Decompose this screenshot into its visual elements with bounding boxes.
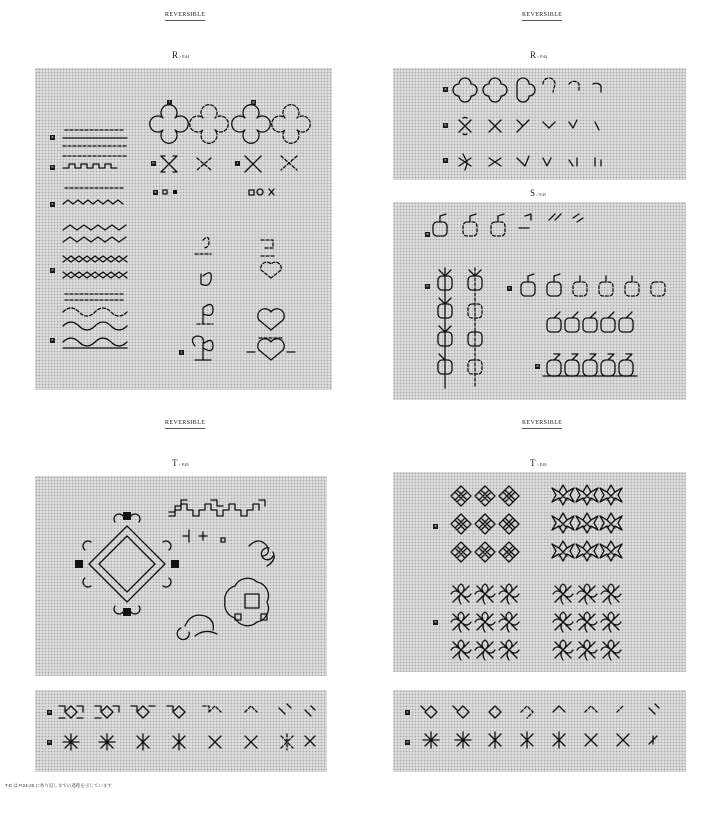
- label-d: d: [406, 740, 409, 744]
- label-d: d: [51, 268, 54, 272]
- label-a: a: [48, 710, 51, 714]
- header-text: REVERSIBLE: [165, 420, 206, 426]
- header-text: REVERSIBLE: [522, 420, 563, 426]
- label-c: c: [51, 202, 54, 206]
- label-e: e: [51, 338, 54, 342]
- header-text: REVERSIBLE: [165, 12, 206, 18]
- stitch-panel-t-diamond: [35, 476, 327, 676]
- label-a: a: [434, 524, 437, 528]
- label-c: c: [508, 286, 511, 290]
- sprig-progression: [393, 690, 686, 772]
- stitch-panel-t-grid: [393, 472, 686, 672]
- label-c: c: [406, 710, 409, 714]
- star-flower-progression: [35, 690, 327, 772]
- heart-motifs: [35, 68, 332, 390]
- section-title-s: S> P.45: [530, 188, 547, 198]
- label-a: a: [426, 232, 429, 236]
- label-g: g: [252, 100, 255, 104]
- flower-progression-rows: [393, 68, 686, 180]
- section-title-t-right: T> P.49: [530, 458, 547, 468]
- footnote: T-E は P.24-25 に糸り返しまでの過程を示しています: [5, 783, 112, 788]
- header-text: REVERSIBLE: [522, 12, 563, 18]
- floral-corner-motif: [35, 476, 327, 676]
- stitch-panel-r: [35, 68, 332, 390]
- label-b: b: [48, 740, 51, 744]
- label-h: h: [152, 161, 155, 165]
- header-reversible-top-left: [165, 12, 205, 21]
- header-reversible-top-right: [522, 12, 562, 21]
- apple-motifs: [393, 202, 686, 400]
- section-title-r: R> P.44: [172, 50, 190, 60]
- stitch-panel-r-progression: [393, 68, 686, 180]
- flower-grid-motifs: [393, 472, 686, 672]
- label-d: d: [536, 364, 539, 368]
- stitch-panel-s-apples: [393, 202, 686, 400]
- label-b: b: [426, 284, 429, 288]
- label-b: b: [51, 165, 54, 169]
- label-a: a: [51, 135, 54, 139]
- label-a: a: [444, 87, 447, 91]
- label-b: b: [444, 123, 447, 127]
- section-title-r-right: R> P.44: [530, 50, 548, 60]
- label-i: i: [235, 161, 240, 166]
- header-reversible-bottom-left: [165, 420, 205, 429]
- label-f: f: [167, 100, 172, 105]
- label-c: c: [444, 158, 447, 162]
- stitch-panel-t-progression: [35, 690, 327, 772]
- label-j: j: [179, 350, 184, 355]
- label-k: k: [154, 190, 157, 194]
- header-reversible-bottom-right: [522, 420, 562, 429]
- stitch-panel-t-right-progression: [393, 690, 686, 772]
- apple-vertical-column: [438, 268, 482, 388]
- label-b: b: [434, 620, 437, 624]
- section-title-t: T> P.49: [172, 458, 189, 468]
